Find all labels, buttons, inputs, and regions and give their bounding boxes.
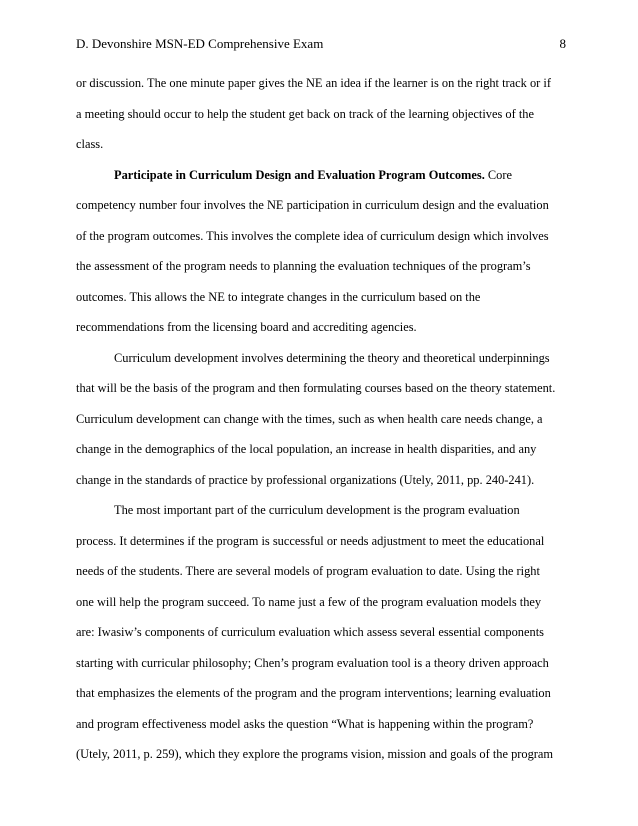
text-line: that emphasizes the elements of the program and the program interventions; learning evaluation	[76, 686, 551, 700]
text-line: recommendations from the licensing board and accrediting agencies.	[76, 320, 417, 334]
text-line: starting with curricular philosophy; Chen’s program evaluation tool is a theory driven approach	[76, 655, 549, 670]
page-number: 8	[559, 36, 566, 51]
text-line: are: Iwasiw’s components of curriculum evaluation which assess several essential components	[76, 625, 544, 639]
text-line: process. It determines if the program is successful or needs adjustment to meet the educational	[76, 533, 545, 548]
text-line: that will be the basis of the program and then formulating courses based on the theory statement.	[76, 381, 556, 395]
text-line: (Utely, 2011, p. 259), which they explore the programs vision, mission and goals of the program	[76, 747, 554, 761]
text-line: The most important part of the curriculum development is the program evaluation	[114, 503, 520, 517]
text-line: and program effectiveness model asks the question “What is happening within the program?	[76, 716, 534, 731]
text-line: competency number four involves the NE participation in curriculum design and the evaluation	[76, 198, 549, 212]
text-line: a meeting should occur to help the student get back on track of the learning objectives of the	[76, 106, 534, 121]
text-line: Curriculum development can change with the times, such as when health care needs change, a	[76, 411, 543, 426]
text-line: needs of the students. There are several models of program evaluation to date. Using the right	[76, 564, 540, 578]
text-line: the assessment of the program needs to planning the evaluation techniques of the program’s	[76, 259, 531, 273]
running-header	[76, 36, 566, 54]
text-line: outcomes. This allows the NE to integrate changes in the curriculum based on the	[76, 289, 481, 304]
heading-line	[76, 160, 570, 191]
text-line: of the program outcomes. This involves the complete idea of curriculum design which involves	[76, 228, 549, 243]
text-line: change in the standards of practice by professional organizations (Utely, 2011, pp. 240-241).	[76, 472, 535, 487]
text-line: change in the demographics of the local population, an increase in health disparities, and any	[76, 442, 537, 456]
text-line: class.	[76, 137, 104, 151]
section-heading: Participate in Curriculum Design and Evaluation Program Outcomes.	[114, 167, 485, 182]
document-body	[76, 68, 570, 770]
text-line: one will help the program succeed. To name just a few of the program evaluation models they	[76, 594, 542, 609]
text-line: or discussion. The one minute paper gives the NE an idea if the learner is on the right track or if	[76, 76, 551, 90]
text-line: Curriculum development involves determining the theory and theoretical underpinnings	[114, 350, 550, 365]
text-run: Core	[484, 167, 512, 182]
header-title: D. Devonshire MSN-ED Comprehensive Exam	[76, 36, 324, 51]
